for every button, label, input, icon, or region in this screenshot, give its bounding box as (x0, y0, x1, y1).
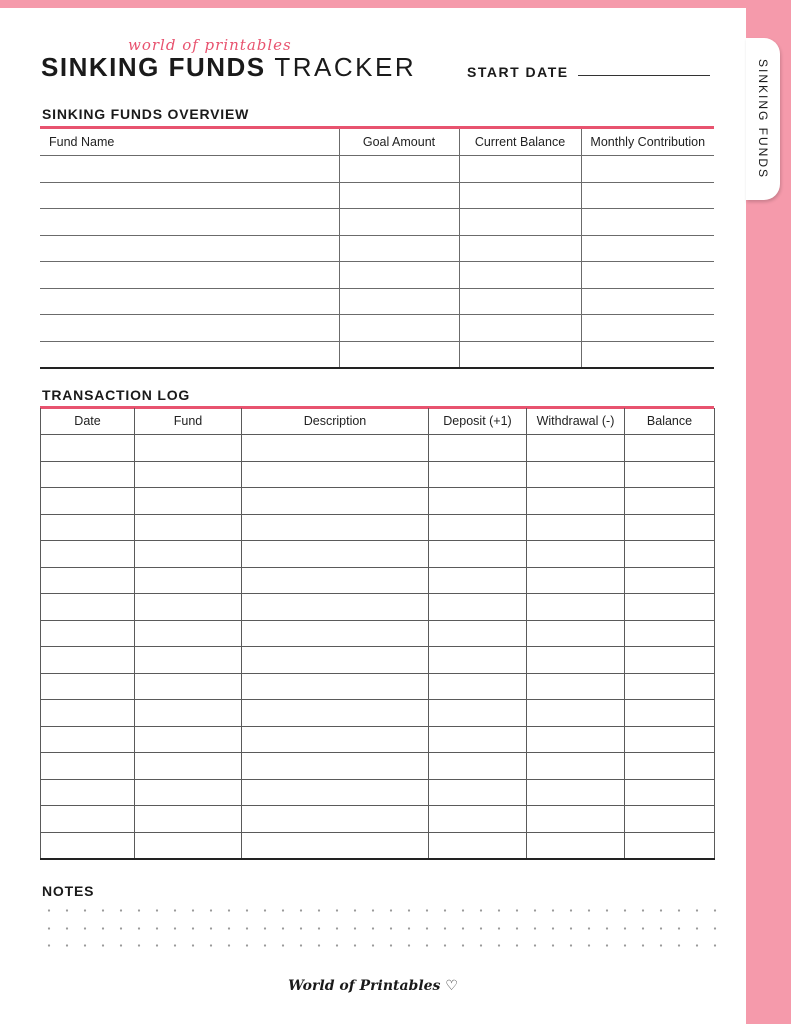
table-cell[interactable] (41, 488, 135, 515)
table-cell[interactable] (135, 541, 242, 568)
table-cell[interactable] (625, 514, 715, 541)
table-row (40, 156, 714, 183)
table-cell[interactable] (625, 753, 715, 780)
page-title-bold: SINKING FUNDS (41, 52, 266, 82)
table-cell[interactable] (339, 315, 459, 342)
table-cell[interactable] (41, 567, 135, 594)
table-row (41, 435, 715, 462)
table-cell[interactable] (242, 594, 429, 621)
table-cell[interactable] (625, 700, 715, 727)
table-cell[interactable] (581, 156, 714, 183)
table-cell[interactable] (339, 288, 459, 315)
notes-dot-row[interactable] (40, 944, 720, 947)
table-cell[interactable] (459, 209, 581, 236)
table-cell[interactable] (527, 647, 625, 674)
table-cell[interactable] (625, 673, 715, 700)
table-cell[interactable] (625, 620, 715, 647)
table-row (40, 209, 714, 236)
side-tab-label-wrap (747, 40, 779, 198)
table-row (41, 779, 715, 806)
column-header: Fund (135, 408, 242, 435)
column-header: Fund Name (40, 129, 339, 156)
table-cell[interactable] (40, 341, 339, 368)
table-cell[interactable] (339, 156, 459, 183)
table-cell[interactable] (242, 726, 429, 753)
table-cell[interactable] (625, 541, 715, 568)
table-cell[interactable] (429, 806, 527, 833)
table-row (40, 315, 714, 342)
table-cell[interactable] (41, 541, 135, 568)
table-cell[interactable] (527, 461, 625, 488)
page-title-light: TRACKER (274, 52, 417, 82)
table-cell[interactable] (527, 700, 625, 727)
table-cell[interactable] (339, 262, 459, 289)
table-cell[interactable] (429, 647, 527, 674)
notes-heading: NOTES (42, 883, 95, 899)
table-cell[interactable] (41, 435, 135, 462)
table-cell[interactable] (242, 461, 429, 488)
table-cell[interactable] (242, 779, 429, 806)
table-cell[interactable] (242, 514, 429, 541)
table-cell[interactable] (41, 461, 135, 488)
table-cell[interactable] (135, 673, 242, 700)
table-cell[interactable] (40, 235, 339, 262)
table-cell[interactable] (135, 726, 242, 753)
table-cell[interactable] (459, 341, 581, 368)
table-cell[interactable] (40, 262, 339, 289)
table-cell[interactable] (527, 806, 625, 833)
footer-logo-text: World of Printables (288, 978, 441, 994)
table-cell[interactable] (135, 488, 242, 515)
table-cell[interactable] (40, 209, 339, 236)
transaction-heading: TRANSACTION LOG (42, 387, 191, 403)
table-row (41, 461, 715, 488)
table-row (41, 700, 715, 727)
table-cell[interactable] (41, 594, 135, 621)
table-cell[interactable] (459, 156, 581, 183)
table-cell[interactable] (135, 514, 242, 541)
table-cell[interactable] (242, 435, 429, 462)
table-cell[interactable] (41, 700, 135, 727)
table-cell[interactable] (625, 806, 715, 833)
table-cell[interactable] (339, 209, 459, 236)
table-row (41, 567, 715, 594)
table-cell[interactable] (527, 673, 625, 700)
table-cell[interactable] (339, 182, 459, 209)
table-cell[interactable] (429, 832, 527, 859)
table-cell[interactable] (581, 288, 714, 315)
table-cell[interactable] (527, 753, 625, 780)
table-cell[interactable] (581, 209, 714, 236)
table-row (41, 726, 715, 753)
table-cell[interactable] (242, 806, 429, 833)
table-cell[interactable] (459, 235, 581, 262)
column-header: Deposit (+1) (429, 408, 527, 435)
table-cell[interactable] (459, 288, 581, 315)
table-cell[interactable] (242, 567, 429, 594)
table-cell[interactable] (459, 262, 581, 289)
table-cell[interactable] (429, 461, 527, 488)
overview-table (40, 129, 714, 369)
table-cell[interactable] (242, 753, 429, 780)
table-cell[interactable] (41, 647, 135, 674)
table-cell[interactable] (429, 435, 527, 462)
table-cell[interactable] (625, 488, 715, 515)
table-cell[interactable] (135, 594, 242, 621)
table-cell[interactable] (242, 647, 429, 674)
notes-dot-row[interactable] (40, 927, 720, 930)
table-row (40, 182, 714, 209)
table-cell[interactable] (527, 514, 625, 541)
table-cell[interactable] (527, 488, 625, 515)
table-cell[interactable] (135, 461, 242, 488)
table-cell[interactable] (625, 567, 715, 594)
table-row (41, 541, 715, 568)
table-cell[interactable] (429, 541, 527, 568)
column-header: Balance (625, 408, 715, 435)
table-cell[interactable] (41, 832, 135, 859)
table-cell[interactable] (242, 488, 429, 515)
heart-icon: ♡ (445, 978, 458, 994)
table-cell[interactable] (581, 262, 714, 289)
table-cell[interactable] (625, 435, 715, 462)
page-title (41, 52, 416, 83)
table-row (40, 235, 714, 262)
table-cell[interactable] (429, 514, 527, 541)
table-cell[interactable] (429, 673, 527, 700)
table-row (40, 288, 714, 315)
footer-logo (0, 978, 746, 994)
table-cell[interactable] (581, 341, 714, 368)
column-header: Current Balance (459, 129, 581, 156)
table-cell[interactable] (242, 832, 429, 859)
table-cell[interactable] (527, 435, 625, 462)
table-row (41, 673, 715, 700)
notes-dot-row[interactable] (40, 909, 720, 912)
table-cell[interactable] (459, 315, 581, 342)
table-cell[interactable] (527, 832, 625, 859)
table-cell[interactable] (41, 514, 135, 541)
table-cell[interactable] (527, 541, 625, 568)
table-cell[interactable] (429, 779, 527, 806)
start-date-field[interactable] (578, 75, 710, 76)
table-row (41, 832, 715, 859)
table-cell[interactable] (625, 832, 715, 859)
table-row (40, 341, 714, 368)
table-cell[interactable] (429, 753, 527, 780)
table-cell[interactable] (40, 315, 339, 342)
table-row (41, 488, 715, 515)
table-cell[interactable] (429, 620, 527, 647)
table-cell[interactable] (581, 235, 714, 262)
table-cell[interactable] (625, 461, 715, 488)
table-cell[interactable] (41, 726, 135, 753)
table-cell[interactable] (459, 182, 581, 209)
table-row (41, 594, 715, 621)
table-row (41, 753, 715, 780)
table-cell[interactable] (41, 806, 135, 833)
overview-header-row (40, 129, 714, 156)
table-cell[interactable] (429, 594, 527, 621)
table-cell[interactable] (135, 832, 242, 859)
table-cell[interactable] (242, 700, 429, 727)
table-cell[interactable] (625, 647, 715, 674)
column-header: Withdrawal (-) (527, 408, 625, 435)
table-cell[interactable] (625, 726, 715, 753)
table-cell[interactable] (135, 620, 242, 647)
column-header: Goal Amount (339, 129, 459, 156)
transaction-header-row (41, 408, 715, 435)
table-cell[interactable] (135, 647, 242, 674)
table-cell[interactable] (429, 488, 527, 515)
table-cell[interactable] (41, 620, 135, 647)
overview-heading: SINKING FUNDS OVERVIEW (42, 106, 250, 122)
transaction-table (40, 408, 715, 860)
table-cell[interactable] (41, 673, 135, 700)
table-row (41, 620, 715, 647)
table-cell[interactable] (429, 567, 527, 594)
table-row (41, 647, 715, 674)
table-cell[interactable] (581, 182, 714, 209)
table-cell[interactable] (242, 541, 429, 568)
table-cell[interactable] (527, 779, 625, 806)
table-cell[interactable] (581, 315, 714, 342)
table-cell[interactable] (135, 567, 242, 594)
table-row (41, 806, 715, 833)
table-cell[interactable] (41, 753, 135, 780)
table-cell[interactable] (135, 700, 242, 727)
table-cell[interactable] (135, 806, 242, 833)
table-cell[interactable] (527, 567, 625, 594)
table-cell[interactable] (429, 726, 527, 753)
column-header: Date (41, 408, 135, 435)
table-cell[interactable] (339, 341, 459, 368)
start-date-label: START DATE (467, 64, 569, 80)
table-row (41, 514, 715, 541)
table-cell[interactable] (41, 779, 135, 806)
table-cell[interactable] (429, 700, 527, 727)
table-cell[interactable] (527, 620, 625, 647)
table-cell[interactable] (135, 779, 242, 806)
column-header: Description (242, 408, 429, 435)
table-cell[interactable] (135, 435, 242, 462)
table-cell[interactable] (527, 726, 625, 753)
table-row (40, 262, 714, 289)
table-cell[interactable] (40, 182, 339, 209)
table-cell[interactable] (135, 753, 242, 780)
table-cell[interactable] (625, 594, 715, 621)
column-header: Monthly Contribution (581, 129, 714, 156)
table-cell[interactable] (339, 235, 459, 262)
brand-script-logo: world of printables (128, 36, 292, 54)
table-cell[interactable] (40, 156, 339, 183)
table-cell[interactable] (527, 594, 625, 621)
table-cell[interactable] (625, 779, 715, 806)
table-cell[interactable] (242, 673, 429, 700)
table-cell[interactable] (242, 620, 429, 647)
table-cell[interactable] (40, 288, 339, 315)
side-tab-label: SINKING FUNDS (756, 58, 771, 180)
